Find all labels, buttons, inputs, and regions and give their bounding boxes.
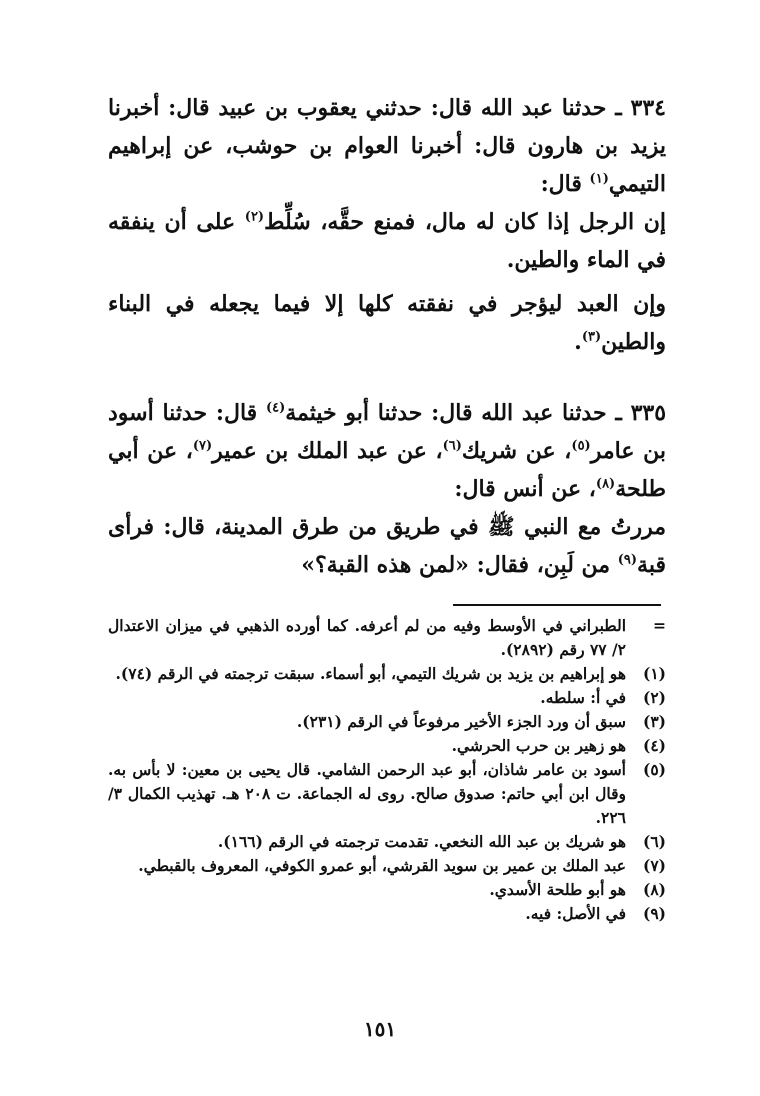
footnote-item	[108, 686, 666, 710]
matn-text: إن الرجل إذا كان له مال، فمنع حقَّه، سُلِّط	[264, 209, 666, 235]
footnote-ref: (٤)	[265, 400, 286, 416]
matn-text: وإن العبد ليؤجر في نفقته كلها إلا فيما يجعله في البناء والطين	[108, 291, 666, 355]
footnote-item	[108, 758, 666, 830]
isnad-text: ، عن أنس قال:	[454, 476, 596, 502]
footnote-marker: (٦)	[642, 832, 666, 851]
isnad-text: ـ حدثنا عبد الله قال: حدثنا أبو خيثمة	[285, 400, 631, 426]
footnote-text: في أ: سلطه.	[540, 688, 626, 707]
matn-text: مررتُ مع النبي ﷺ في طريق من طرق المدينة، قال: فرأى قبة	[108, 514, 666, 578]
isnad-text: ، عن أبي طلحة	[108, 438, 666, 502]
isnad-text: قال: حدثنا أسود بن عامر	[108, 400, 666, 464]
footnote-text: هو شريك بن عبد الله النخعي. تقدمت ترجمته في الرقم (١٦٦).	[217, 832, 626, 851]
footnote-ref: (٣)	[581, 329, 602, 345]
footnote-ref: (٥)	[571, 438, 591, 454]
matn-text: من لَبِن، فقال: «لمن هذه القبة؟»	[301, 552, 618, 578]
matn-text: .	[574, 329, 582, 355]
hadith-334-isnad	[108, 89, 666, 203]
page-number: ١٥١	[363, 1017, 397, 1041]
footnote-marker: (٥)	[642, 760, 666, 779]
footnote-marker: (٨)	[642, 880, 666, 899]
footnote-ref: (٨)	[595, 476, 616, 492]
footnote-marker: (٤)	[642, 736, 666, 755]
hadith-334-text-1	[108, 203, 666, 279]
footnote-text: سبق أن ورد الجزء الأخير مرفوعاً في الرقم (٢٣١).	[296, 712, 626, 731]
footnote-marker: (٣)	[642, 712, 666, 731]
footnotes	[108, 614, 666, 926]
footnote-item	[108, 710, 666, 734]
footnote-text: هو زهير بن حرب الحرشي.	[451, 736, 626, 755]
footnote-marker: (٧)	[642, 856, 666, 875]
footnote-text: في الأصل: فيه.	[525, 904, 626, 923]
footnote-item	[108, 830, 666, 854]
footnote-ref: (٢)	[244, 209, 265, 225]
footnote-text: هو أبو طلحة الأسدي.	[489, 880, 626, 899]
footnote-separator	[453, 604, 661, 606]
hadith-335-text	[108, 508, 666, 584]
hadith-334-text-2	[108, 285, 666, 361]
footnote-text: عبد الملك بن عمير بن سويد القرشي، أبو عمرو الكوفي، المعروف بالقبطي.	[138, 856, 626, 875]
hadith-number: ٣٣٥	[630, 400, 667, 426]
matn-text: على أن ينفقه في الماء والطين.	[108, 209, 666, 273]
footnote-item	[108, 878, 666, 902]
isnad-text: قال:	[540, 171, 590, 197]
footnote-marker: =	[653, 616, 666, 635]
footnote-ref: (٧)	[192, 438, 213, 454]
footnote-text: هو إبراهيم بن يزيد بن شريك التيمي، أبو أسماء. سبقت ترجمته في الرقم (٧٤).	[115, 664, 626, 683]
isnad-text: ، عن شريك	[461, 438, 572, 464]
footnote-item	[108, 902, 666, 926]
isnad-text: ، عن عبد الملك بن عمير	[212, 438, 443, 464]
footnote-item	[108, 854, 666, 878]
footnote-text: الطبراني في الأوسط وفيه من لم أعرفه. كما أورده الذهبي في ميزان الاعتدال ٢/ ٧٧ رقم (٢٨٩٢).	[108, 616, 626, 659]
footnote-text: أسود بن عامر شاذان، أبو عبد الرحمن الشامي. قال يحيى بن معين: لا بأس به. وقال ابن أبي حاتم: صدوق صالح. روى له الجماعة. ت ٢٠٨ هـ. تهذيب الكمال ٣/ ٢٢٦.	[108, 760, 626, 827]
isnad-text: ـ حدثنا عبد الله قال: حدثني يعقوب بن عبيد قال: أخبرنا يزيد بن هارون قال: أخبرنا العوام بن حوشب، عن إبراهيم التيمي	[108, 95, 666, 197]
footnote-continuation	[108, 614, 666, 662]
footnote-marker: (٩)	[642, 904, 666, 923]
footnote-marker: (١)	[642, 664, 666, 683]
footnote-ref: (٩)	[617, 552, 638, 568]
footnote-ref: (٦)	[442, 438, 462, 454]
footnote-item	[108, 734, 666, 758]
footnote-ref: (١)	[589, 171, 609, 187]
footnote-item	[108, 662, 666, 686]
footnote-marker: (٢)	[642, 688, 666, 707]
hadith-335-isnad	[108, 394, 666, 508]
hadith-number: ٣٣٤	[630, 95, 666, 121]
